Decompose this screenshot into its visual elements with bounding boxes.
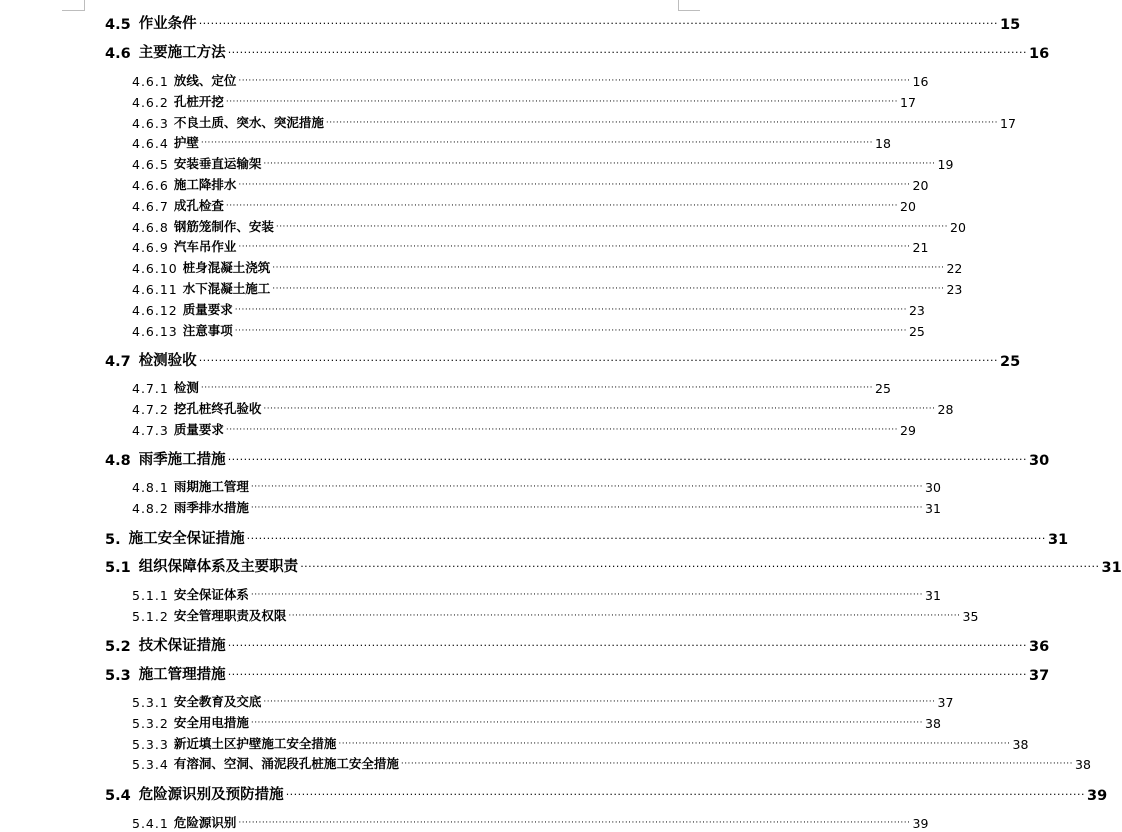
toc-dot-leader: ········································································································································································································ bbox=[225, 201, 898, 211]
toc-entry-title: 放线、定位 bbox=[173, 73, 237, 88]
toc-entry-title: 汽车吊作业 bbox=[173, 239, 237, 254]
toc-entry-page-number: 15 bbox=[1000, 17, 1021, 33]
toc-entry-page-number: 28 bbox=[937, 402, 954, 417]
toc-entry-title: 技术保证措施 bbox=[138, 638, 226, 654]
toc-entry-number: 5. bbox=[105, 532, 121, 548]
toc-sub-entry[interactable] bbox=[132, 586, 941, 603]
toc-dot-leader: ········································································································································································································ bbox=[200, 383, 873, 393]
toc-dot-leader: ········································································································································································································ bbox=[227, 46, 1028, 59]
toc-heading-entry[interactable] bbox=[105, 350, 1021, 370]
toc-entry-page-number: 25 bbox=[875, 381, 891, 396]
toc-sub-entry[interactable] bbox=[132, 693, 954, 710]
toc-entry-title: 检测 bbox=[173, 380, 199, 395]
toc-entry-number: 5.1 bbox=[105, 560, 131, 576]
toc-entry-title: 新近填土区护壁施工安全措施 bbox=[173, 736, 337, 751]
toc-entry-page-number: 21 bbox=[912, 240, 929, 255]
toc-entry-page-number: 23 bbox=[908, 303, 925, 318]
toc-entry-number: 4.6.6 bbox=[132, 178, 169, 193]
toc-heading-entry[interactable] bbox=[105, 42, 1050, 62]
toc-entry-number: 4.6.2 bbox=[132, 95, 169, 110]
toc-dot-leader: ········································································································································································································ bbox=[250, 590, 923, 600]
toc-entry-title: 注意事项 bbox=[182, 323, 233, 338]
toc-dot-leader: ········································································································································································································ bbox=[263, 697, 936, 707]
toc-sub-entry[interactable] bbox=[132, 176, 929, 193]
toc-entry-page-number: 37 bbox=[1029, 668, 1050, 684]
toc-entry-page-number: 37 bbox=[937, 695, 954, 710]
toc-sub-entry[interactable] bbox=[132, 238, 929, 255]
toc-entry-page-number: 38 bbox=[1012, 737, 1029, 752]
toc-dot-leader: ········································································································································································································ bbox=[263, 404, 936, 414]
toc-dot-leader: ········································································································································································································ bbox=[338, 739, 1011, 749]
toc-entry-number: 4.6.10 bbox=[132, 261, 178, 276]
toc-entry-page-number: 39 bbox=[1087, 788, 1108, 804]
toc-entry-page-number: 31 bbox=[1047, 532, 1069, 548]
toc-entry-number: 5.3 bbox=[105, 668, 131, 684]
toc-entry-page-number: 31 bbox=[925, 588, 941, 603]
toc-entry-number: 5.3.2 bbox=[132, 716, 169, 731]
toc-sub-entry[interactable] bbox=[132, 814, 929, 831]
toc-dot-leader: ········································································································································································································ bbox=[200, 138, 873, 148]
toc-entry-title: 雨季排水措施 bbox=[173, 500, 249, 515]
toc-entry-title: 施工管理措施 bbox=[138, 667, 226, 683]
toc-sub-entry[interactable] bbox=[132, 735, 1029, 752]
toc-entry-title: 成孔检查 bbox=[173, 198, 224, 213]
toc-entry-title: 孔桩开挖 bbox=[173, 94, 224, 109]
toc-sub-entry[interactable] bbox=[132, 114, 1016, 131]
toc-entry-number: 5.3.3 bbox=[132, 737, 169, 752]
toc-entry-title: 桩身混凝土浇筑 bbox=[182, 260, 271, 275]
toc-dot-leader: ········································································································································································································ bbox=[400, 759, 1073, 769]
toc-sub-entry[interactable] bbox=[132, 218, 966, 235]
toc-entry-page-number: 31 bbox=[1101, 560, 1122, 576]
toc-entry-title: 挖孔桩终孔验收 bbox=[173, 401, 262, 416]
toc-entry-number: 4.6.13 bbox=[132, 324, 178, 339]
toc-sub-entry[interactable] bbox=[132, 93, 916, 110]
toc-entry-title: 雨季施工措施 bbox=[138, 452, 226, 468]
toc-entry-page-number: 22 bbox=[946, 261, 963, 276]
toc-entry-number: 4.7.2 bbox=[132, 402, 169, 417]
toc-sub-entry[interactable] bbox=[132, 714, 941, 731]
toc-entry-number: 5.4 bbox=[105, 788, 131, 804]
toc-entry-number: 5.3.1 bbox=[132, 695, 169, 710]
toc-entry-page-number: 20 bbox=[950, 220, 966, 235]
toc-dot-leader: ········································································································································································································ bbox=[198, 17, 999, 30]
toc-entry-page-number: 19 bbox=[937, 157, 954, 172]
toc-entry-page-number: 18 bbox=[875, 136, 891, 151]
toc-sub-entry[interactable] bbox=[132, 499, 941, 516]
toc-sub-entry[interactable] bbox=[132, 421, 916, 438]
toc-entry-title: 安装垂直运输架 bbox=[173, 156, 262, 171]
toc-entry-page-number: 25 bbox=[908, 324, 925, 339]
toc-sub-entry[interactable] bbox=[132, 259, 963, 276]
toc-entry-number: 5.3.4 bbox=[132, 757, 169, 772]
toc-entry-number: 4.6.9 bbox=[132, 240, 169, 255]
toc-entry-page-number: 20 bbox=[912, 178, 929, 193]
toc-entry-title: 组织保障体系及主要职责 bbox=[138, 559, 299, 575]
toc-entry-title: 护壁 bbox=[173, 135, 199, 150]
toc-heading-entry[interactable] bbox=[105, 13, 1021, 33]
toc-entry-title: 危险源识别及预防措施 bbox=[138, 787, 284, 803]
toc-entry-title: 钢筋笼制作、安装 bbox=[173, 219, 274, 234]
toc-entry-number: 5.1.1 bbox=[132, 588, 169, 603]
toc-entry-number: 4.6.1 bbox=[132, 74, 169, 89]
toc-entry-number: 5.1.2 bbox=[132, 609, 169, 624]
toc-entry-title: 安全管理职责及权限 bbox=[173, 608, 287, 623]
toc-entry-number: 4.6 bbox=[105, 46, 131, 62]
toc-dot-leader: ········································································································································································································ bbox=[325, 118, 998, 128]
toc-entry-page-number: 17 bbox=[1000, 116, 1016, 131]
toc-entry-number: 4.7.1 bbox=[132, 381, 169, 396]
crop-mark-top-left-vertical bbox=[84, 0, 85, 11]
toc-dot-leader: ········································································································································································································ bbox=[234, 326, 907, 336]
toc-heading-entry[interactable] bbox=[105, 528, 1069, 548]
toc-heading-entry[interactable] bbox=[105, 556, 1122, 576]
toc-entry-page-number: 35 bbox=[962, 609, 979, 624]
toc-dot-leader: ········································································································································································································ bbox=[272, 284, 945, 294]
toc-dot-leader: ········································································································································································································ bbox=[238, 76, 911, 86]
toc-dot-leader: ········································································································································································································ bbox=[225, 425, 898, 435]
toc-entry-page-number: 17 bbox=[900, 95, 916, 110]
toc-entry-page-number: 30 bbox=[925, 480, 941, 495]
toc-entry-number: 4.8.1 bbox=[132, 480, 169, 495]
toc-sub-entry[interactable] bbox=[132, 755, 1091, 772]
toc-entry-title: 安全保证体系 bbox=[173, 587, 249, 602]
toc-sub-entry[interactable] bbox=[132, 72, 929, 89]
toc-entry-title: 有溶洞、空洞、涌泥段孔桩施工安全措施 bbox=[173, 756, 399, 771]
toc-dot-leader: ········································································································································································································ bbox=[238, 242, 911, 252]
toc-entry-page-number: 25 bbox=[1000, 354, 1021, 370]
toc-sub-entry[interactable] bbox=[132, 197, 916, 214]
toc-dot-leader: ········································································································································································································ bbox=[250, 718, 923, 728]
toc-entry-page-number: 31 bbox=[925, 501, 941, 516]
toc-entry-title: 主要施工方法 bbox=[138, 45, 226, 61]
toc-dot-leader: ········································································································································································································ bbox=[275, 222, 948, 232]
crop-mark-top-right-vertical bbox=[678, 0, 679, 11]
toc-entry-page-number: 38 bbox=[925, 716, 941, 731]
toc-dot-leader: ········································································································································································································ bbox=[288, 611, 961, 621]
toc-entry-page-number: 29 bbox=[900, 423, 916, 438]
toc-entry-number: 4.6.4 bbox=[132, 136, 169, 151]
toc-sub-entry[interactable] bbox=[132, 280, 963, 297]
toc-entry-title: 危险源识别 bbox=[173, 815, 237, 830]
toc-entry-page-number: 20 bbox=[900, 199, 916, 214]
toc-dot-leader: ········································································································································································································ bbox=[198, 354, 999, 367]
toc-dot-leader: ········································································································································································································ bbox=[227, 668, 1028, 681]
toc-sub-entry[interactable] bbox=[132, 379, 891, 396]
toc-heading-entry[interactable] bbox=[105, 664, 1050, 684]
toc-entry-number: 4.6.5 bbox=[132, 157, 169, 172]
toc-sub-entry[interactable] bbox=[132, 607, 979, 624]
toc-sub-entry[interactable] bbox=[132, 134, 891, 151]
toc-dot-leader: ········································································································································································································ bbox=[225, 97, 898, 107]
toc-dot-leader: ········································································································································································································ bbox=[300, 560, 1100, 573]
toc-entry-page-number: 36 bbox=[1029, 639, 1050, 655]
toc-entry-number: 4.7 bbox=[105, 354, 131, 370]
toc-entry-title: 水下混凝土施工 bbox=[182, 281, 271, 296]
toc-entry-title: 作业条件 bbox=[138, 16, 197, 32]
toc-entry-title: 安全教育及交底 bbox=[173, 694, 262, 709]
toc-heading-entry[interactable] bbox=[105, 635, 1050, 655]
toc-entry-title: 施工安全保证措施 bbox=[128, 531, 245, 547]
toc-entry-number: 4.7.3 bbox=[132, 423, 169, 438]
toc-entry-number: 4.5 bbox=[105, 17, 131, 33]
toc-entry-page-number: 38 bbox=[1075, 757, 1091, 772]
toc-entry-number: 4.8 bbox=[105, 453, 131, 469]
toc-entry-page-number: 16 bbox=[1029, 46, 1050, 62]
toc-entry-title: 施工降排水 bbox=[173, 177, 237, 192]
toc-heading-entry[interactable] bbox=[105, 784, 1108, 804]
toc-entry-title: 质量要求 bbox=[173, 422, 224, 437]
toc-sub-entry[interactable] bbox=[132, 478, 941, 495]
toc-dot-leader: ········································································································································································································ bbox=[285, 788, 1086, 801]
toc-dot-leader: ········································································································································································································ bbox=[250, 482, 923, 492]
toc-entry-page-number: 23 bbox=[946, 282, 963, 297]
toc-entry-title: 安全用电措施 bbox=[173, 715, 249, 730]
toc-entry-number: 4.6.3 bbox=[132, 116, 169, 131]
toc-sub-entry[interactable] bbox=[132, 322, 925, 339]
toc-dot-leader: ········································································································································································································ bbox=[227, 453, 1028, 466]
toc-dot-leader: ········································································································································································································ bbox=[238, 180, 911, 190]
toc-sub-entry[interactable] bbox=[132, 155, 954, 172]
toc-entry-number: 5.4.1 bbox=[132, 816, 169, 831]
toc-entry-number: 4.6.7 bbox=[132, 199, 169, 214]
toc-dot-leader: ········································································································································································································ bbox=[272, 263, 945, 273]
toc-heading-entry[interactable] bbox=[105, 449, 1050, 469]
toc-dot-leader: ········································································································································································································ bbox=[246, 532, 1046, 545]
toc-entry-title: 质量要求 bbox=[182, 302, 233, 317]
toc-entry-title: 雨期施工管理 bbox=[173, 479, 249, 494]
toc-entry-title: 不良土质、突水、突泥措施 bbox=[173, 115, 324, 130]
toc-dot-leader: ········································································································································································································ bbox=[227, 639, 1028, 652]
crop-mark-top-right-horizontal bbox=[678, 10, 700, 11]
toc-dot-leader: ········································································································································································································ bbox=[263, 159, 936, 169]
toc-entry-page-number: 39 bbox=[912, 816, 929, 831]
toc-entry-number: 4.6.11 bbox=[132, 282, 178, 297]
toc-sub-entry[interactable] bbox=[132, 301, 925, 318]
toc-dot-leader: ········································································································································································································ bbox=[238, 818, 911, 828]
toc-sub-entry[interactable] bbox=[132, 400, 954, 417]
toc-entry-number: 4.6.12 bbox=[132, 303, 178, 318]
toc-dot-leader: ········································································································································································································ bbox=[234, 305, 907, 315]
toc-entry-page-number: 30 bbox=[1029, 453, 1050, 469]
crop-mark-top-left-horizontal bbox=[62, 10, 84, 11]
toc-entry-number: 4.8.2 bbox=[132, 501, 169, 516]
toc-entry-title: 检测验收 bbox=[138, 353, 197, 369]
toc-entry-number: 5.2 bbox=[105, 639, 131, 655]
toc-entry-page-number: 16 bbox=[912, 74, 929, 89]
toc-entry-number: 4.6.8 bbox=[132, 220, 169, 235]
toc-dot-leader: ········································································································································································································ bbox=[250, 503, 923, 513]
